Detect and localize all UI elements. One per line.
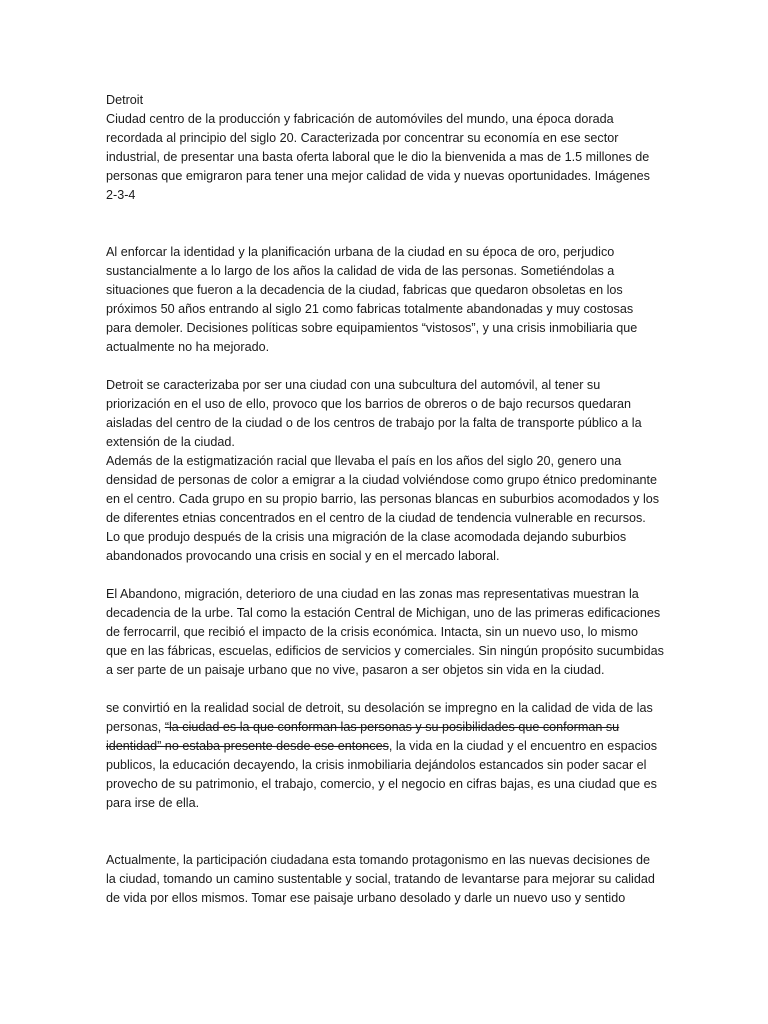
paragraph-line: de diferentes etnias concentrados en el centro de la ciudad de tendencia vulnerable en recursos. bbox=[106, 511, 646, 525]
paragraph-line: que en las fábricas, escuelas, edificios de servicios y comerciales. Sin ningún propósito sucumbidas bbox=[106, 644, 664, 658]
document-title: Detroit bbox=[106, 93, 144, 107]
paragraph-citizen-participation bbox=[106, 851, 678, 908]
paragraph-line: la ciudad, tomando un camino sustentable y social, tratando de levantarse para mejorar su calidad bbox=[106, 872, 655, 886]
paragraph-line: próximos 50 años entrando al siglo 21 como fabricas totalmente abandonadas y muy costosas bbox=[106, 302, 634, 316]
plain-text: personas, bbox=[106, 720, 165, 734]
paragraph-line: Ciudad centro de la producción y fabricación de automóviles del mundo, una época dorada bbox=[106, 112, 614, 126]
paragraph-line: de vida por ellos mismos. Tomar ese paisaje urbano desolado y darle un nuevo uso y sentido bbox=[106, 891, 626, 905]
paragraph-abandonment bbox=[106, 585, 678, 680]
paragraph-line: Actualmente, la participación ciudadana esta tomando protagonismo en las nuevas decisiones de bbox=[106, 853, 650, 867]
paragraph-line: industrial, de presentar una basta oferta laboral que le dio la bienvenida a mas de 1.5 millones de bbox=[106, 150, 650, 164]
paragraph-line: 2-3-4 bbox=[106, 188, 136, 202]
paragraph-line: publicos, la educación decayendo, la crisis inmobiliaria dejándolos estancados sin poder sacar el bbox=[106, 758, 647, 772]
paragraph-line: actualmente no ha mejorado. bbox=[106, 340, 270, 354]
paragraph-line: para demoler. Decisiones políticas sobre equipamientos “vistosos”, y una crisis inmobiliaria que bbox=[106, 321, 638, 335]
paragraph-line: priorización en el uso de ello, provoco que los barrios de obreros o de bajo recursos quedaran bbox=[106, 397, 632, 411]
paragraph-line: a ser parte de un paisaje urbano que no vive, pasaron a ser objetos sin vida en la ciudad. bbox=[106, 663, 605, 677]
paragraph-line: se convirtió en la realidad social de detroit, su desolación se impregno en la calidad de vida de las bbox=[106, 701, 653, 715]
paragraph-line: decadencia de la urbe. Tal como la estación Central de Michigan, uno de las primeras edificaciones bbox=[106, 606, 661, 620]
paragraph-line: provecho de su patrimonio, el trabajo, comercio, y el negocio en cifras bajas, es una ciudad que es bbox=[106, 777, 657, 791]
strikethrough-text: “la ciudad es la que conforman las personas y su posibilidades que conforman su bbox=[164, 720, 620, 734]
paragraph-line: Lo que produjo después de la crisis una migración de la clase acomodada dejando suburbios bbox=[106, 530, 627, 544]
paragraph-line bbox=[106, 718, 678, 737]
paragraph-line: de ferrocarril, que recibió el impacto de la crisis económica. Intacta, sin un nuevo uso, lo mismo bbox=[106, 625, 638, 639]
document-page bbox=[0, 91, 768, 1024]
paragraph-line: para irse de ella. bbox=[106, 796, 200, 810]
paragraph-line: abandonados provocando una crisis en social y en el mercado laboral. bbox=[106, 549, 500, 563]
paragraph-line bbox=[106, 737, 678, 756]
paragraph-line: recordada al principio del siglo 20. Caracterizada por concentrar su economía en ese sector bbox=[106, 131, 619, 145]
paragraph-line: situaciones que fueron a la decadencia de la ciudad, fabricas que quedaron obsoletas en los bbox=[106, 283, 623, 297]
paragraph-line: El Abandono, migración, deterioro de una ciudad en las zonas mas representativas muestran la bbox=[106, 587, 639, 601]
paragraph-line: en el centro. Cada grupo en su propio barrio, las personas blancas en suburbios acomodados y los bbox=[106, 492, 660, 506]
paragraph-racial-stigma bbox=[106, 452, 678, 566]
paragraph-line: Al enforcar la identidad y la planificación urbana de la ciudad en su época de oro, perjudico bbox=[106, 245, 615, 259]
paragraph-line: sustancialmente a lo largo de los años la calidad de vida de las personas. Sometiéndolas a bbox=[106, 264, 615, 278]
paragraph-identity bbox=[106, 243, 678, 357]
plain-text: , la vida en la ciudad y el encuentro en espacios bbox=[388, 739, 658, 753]
paragraph-line: densidad de personas de color a emigrar a la ciudad volviéndose como grupo étnico predominante bbox=[106, 473, 657, 487]
paragraph-social-reality bbox=[106, 699, 678, 813]
paragraph-line: Además de la estigmatización racial que llevaba el país en los años del siglo 20, genero una bbox=[106, 454, 622, 468]
paragraph-line: Detroit se caracterizaba por ser una ciudad con una subcultura del automóvil, al tener su bbox=[106, 378, 601, 392]
paragraph-line: aisladas del centro de la ciudad o de los centros de trabajo por la falta de transporte público a la bbox=[106, 416, 642, 430]
strikethrough-text: identidad” no estaba presente desde ese entonces bbox=[106, 739, 389, 753]
paragraph-car-subculture bbox=[106, 376, 678, 452]
paragraph-line: personas que emigraron para tener una mejor calidad de vida y nuevas oportunidades. Imágenes bbox=[106, 169, 650, 183]
intro-paragraph bbox=[106, 110, 678, 205]
paragraph-line: extensión de la ciudad. bbox=[106, 435, 235, 449]
